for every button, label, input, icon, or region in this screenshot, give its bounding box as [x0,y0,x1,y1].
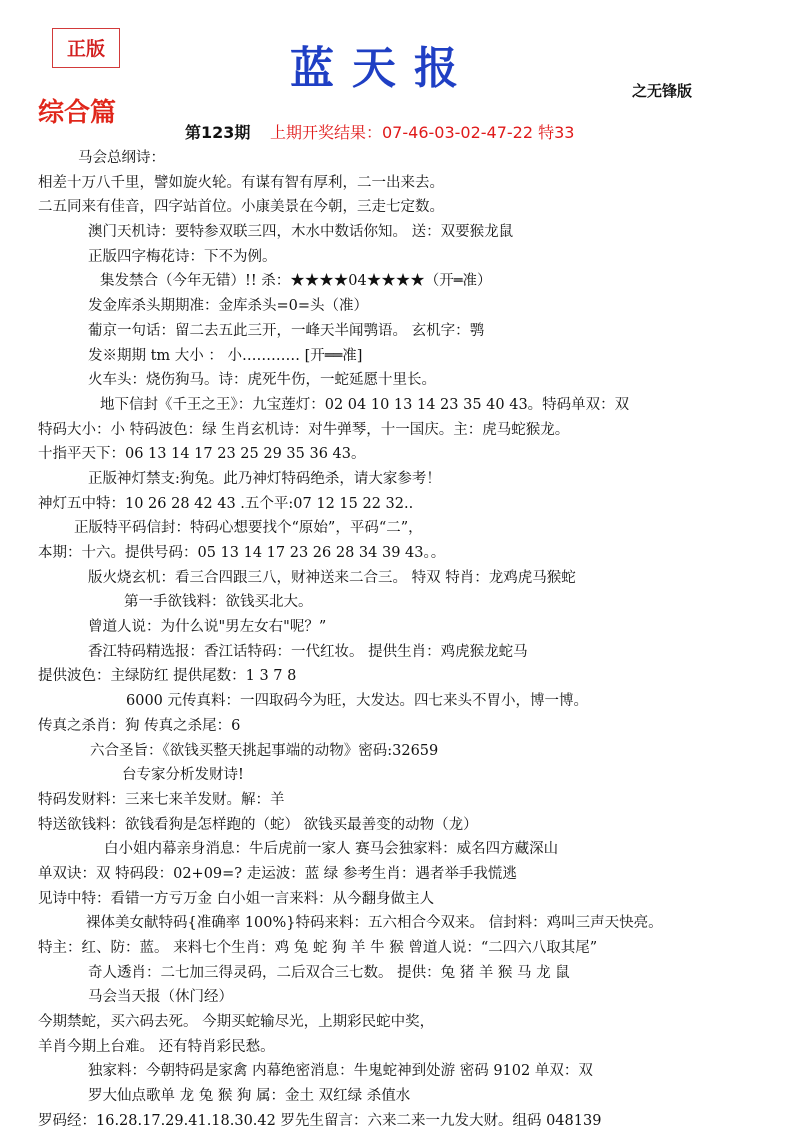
article-line: 正版特平码信封：特码心想要找个“原始”，平码“二”， [74,520,423,537]
article-line: 曾道人说：为什么说"男左女右"呢？” [88,619,327,636]
article-line: 罗码经：16.28.17.29.41.18.30.42 罗先生留言：六来二来一九发大财。组码 048139 [38,1112,602,1129]
article-line: 见诗中特：看错一方亏万金 白小姐一言来料：从今翻身做主人 [38,890,435,907]
article-line: 裸体美女献特码{准确率 100%}特码来料：五六相合今双来。 信封料：鸡叫三声天快亮。 [86,915,663,932]
article-line: 发金库杀头期期准：金库杀头=0=头（准） [88,298,369,315]
article-line: 本期：十六。提供号码：05 13 14 17 23 26 28 34 39 43。。 [38,545,446,561]
article-line: 正版四字梅花诗：下不为例。 [88,248,277,265]
issue-number: 第123期 [185,123,251,142]
article-line: 澳门天机诗：要特参双联三四，木水中数话你知。 送：双要猴龙鼠 [88,224,514,241]
article-line: 相差十万八千里，譬如旋火轮。有谋有智有厚利，二一出来去。 [38,174,444,191]
article-line: 神灯五中特：10 26 28 42 43 .五个平:07 12 15 22 32.. [38,495,414,512]
article-line: 二五同来有佳音，四字站首位。小康美景在今朝，三走七定数。 [38,199,444,216]
article-line: 单双诀：双 特码段：02+09=? 走运波：蓝 绿 参考生肖：遇者举手我慌逃 [38,865,517,882]
article-line: 地下信封《千王之王》：九宝莲灯：02 04 10 13 14 23 35 40 43。特码单双：双 [100,396,630,413]
article-line: 第一手欲钱料：欲钱买北大。 [124,594,313,611]
article-line: 马会当天报（休门经） [88,989,233,1006]
newspaper-title: 蓝天报 [290,43,476,94]
article-body [38,146,788,1134]
article-line: 今期禁蛇，买六码去死。 今期买蛇输尽光，上期彩民蛇中奖， [38,1014,435,1031]
article-line: 白小姐内幕亲身消息：牛后虎前一家人 赛马会独家料：威名四方藏深山 [104,841,559,858]
article-line: 特送欲钱料：欲钱看狗是怎样跑的（蛇） 欲钱买最善变的动物（龙） [38,816,478,833]
article-line: 火车头：烧伤狗马。诗：虎死牛伤，一蛇延愿十里长。 [88,372,436,389]
article-line: 6000 元传真料：一四取码今为旺，大发达。四七来头不胃小，博一博。 [126,693,589,710]
article-line: 传真之杀肖：狗 传真之杀尾：6 [38,717,241,734]
article-line: 特主：红、防：蓝。 来料七个生肖：鸡 兔 蛇 狗 羊 牛 猴 曾道人说：“二四六八取其尾” [38,940,598,956]
article-line: 奇人透肖：二七加三得灵码，二后双合三七数。 提供：兔 猪 羊 猴 马 龙 鼠 [88,964,570,981]
article-line: 羊肖今期上台难。 还有特肖彩民愁。 [38,1038,275,1055]
article-line: 罗大仙点歌单 龙 兔 猴 狗 属：金土 双红绿 杀值水 [88,1088,411,1105]
article-line: 香江特码精选报：香江话特码：一代红妆。 提供生肖：鸡虎猴龙蛇马 [88,643,528,660]
article-line: 特码发财料：三来七来羊发财。解：羊 [38,791,285,808]
genuine-edition-stamp: 正版 [52,28,120,68]
article-line: 版火烧玄机：看三合四跟三八，财神送来二合三。 特双 特肖：龙鸡虎马猴蛇 [88,569,576,586]
article-line: 发※期期 tm 大小 ： 小………… [开══准] [88,347,363,364]
edition-label: 之无锋版 [632,82,693,100]
article-line: 独家料：今朝特码是家禽 内幕绝密消息：牛鬼蛇神到处游 密码 9102 单双：双 [88,1063,593,1080]
article-line: 马会总纲诗： [78,150,165,166]
article-line: 提供波色：主绿防红 提供尾数：1 3 7 8 [38,668,297,685]
article-line: 六合圣旨：《欲钱买整天挑起事端的动物》密码:32659 [90,742,439,759]
article-line: 葡京一句话：留二去五此三开，一峰天半闻鹗语。 玄机字：鹗 [88,322,485,339]
section-title: 综合篇 [38,98,117,128]
article-line: 正版神灯禁支:狗兔。此乃神灯特码绝杀，请大家参考！ [88,470,441,487]
previous-draw-result: 上期开奖结果：07-46-03-02-47-22 特33 [270,123,575,142]
article-line: 十指平天下：06 13 14 17 23 25 29 35 36 43。 [38,446,366,463]
article-line: 集发禁合（今年无错）!! 杀：★★★★04★★★★（开═准） [100,273,492,290]
article-line: 特码大小：小 特码波色：绿 生肖玄机诗：对牛弹琴，十一国庆。主：虎马蛇猴龙。 [38,421,570,438]
article-line: 台专家分析发财诗! [122,767,244,784]
